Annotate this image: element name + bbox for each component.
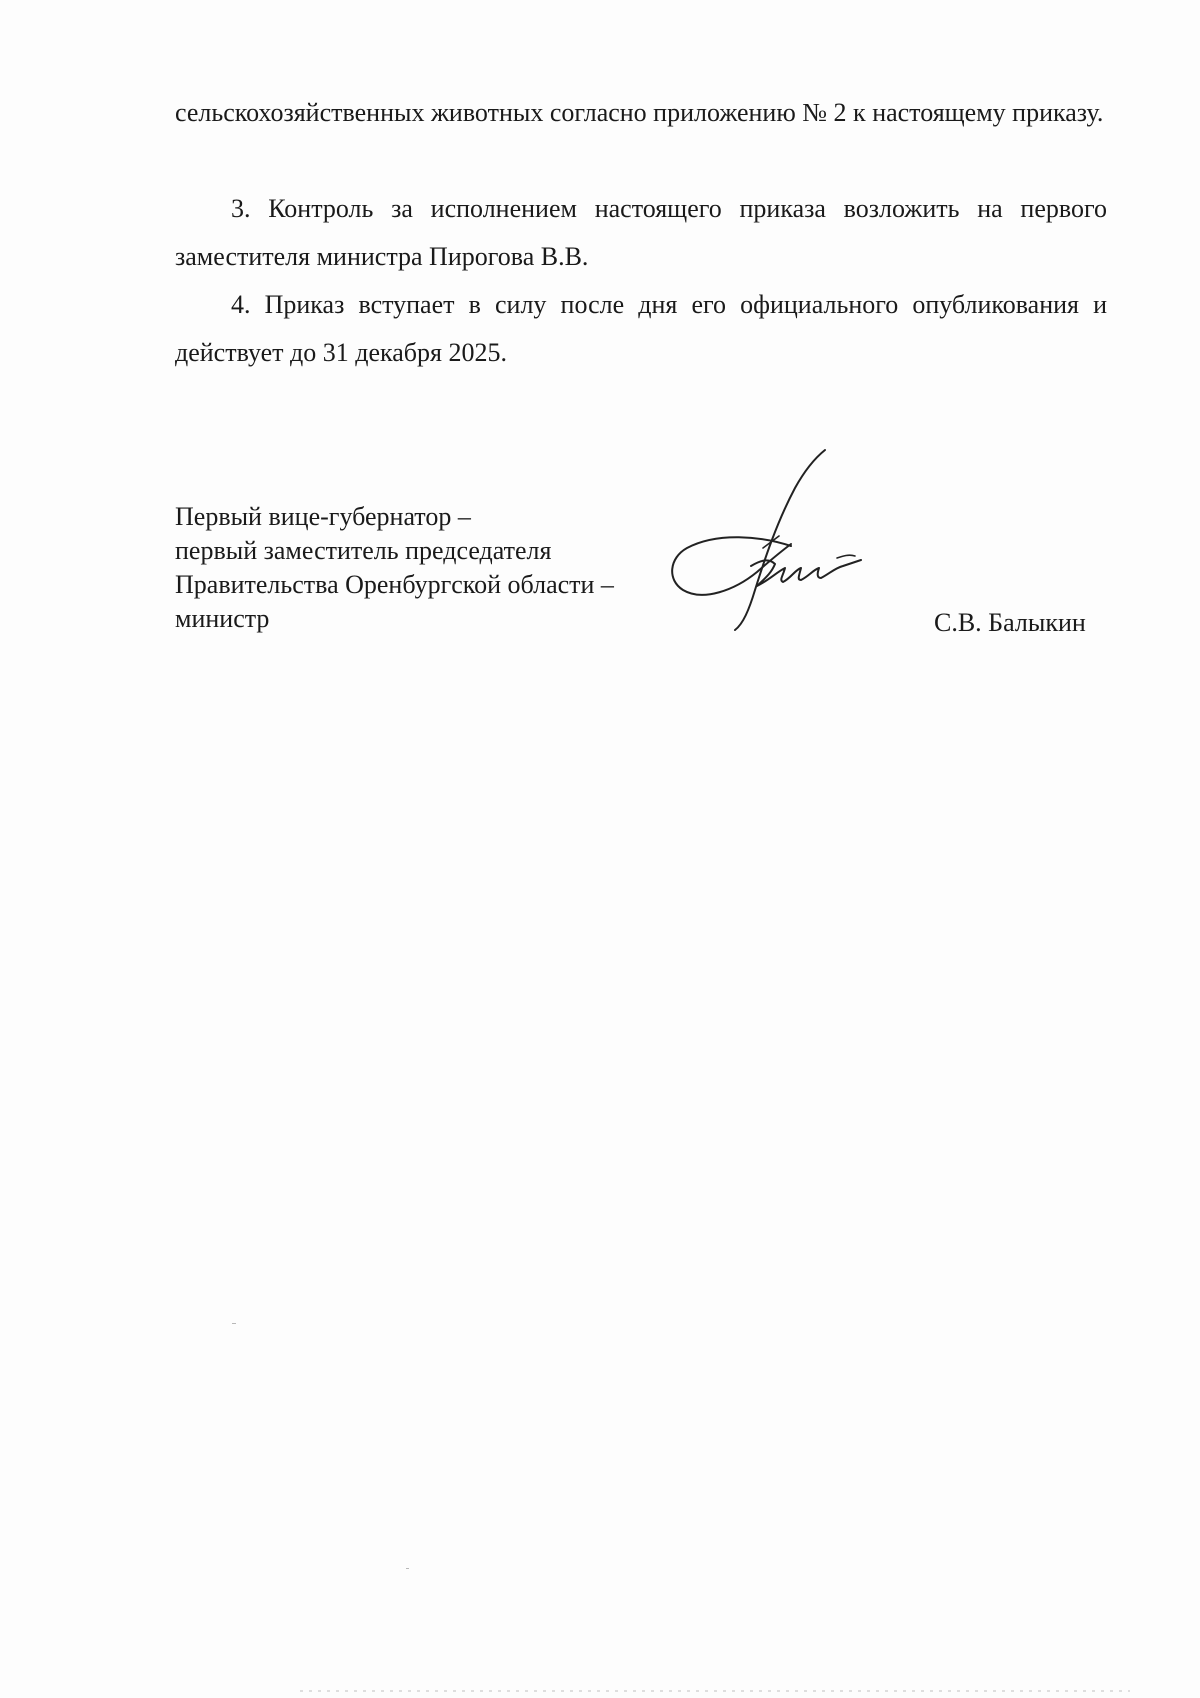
- position-line: министр: [175, 604, 270, 633]
- paragraph-control-clause: 3. Контроль за исполнением настоящего приказа возложить на первого заместителя министра Пирогова В.В.: [175, 194, 1107, 271]
- signatory-name: С.В. Балыкин: [934, 608, 1086, 637]
- signatory-position: [175, 500, 614, 636]
- paragraph-effective-clause: 4. Приказ вступает в силу после дня его официального опубликования и действует до 31 декабря 2025.: [175, 290, 1107, 367]
- position-line: Первый вице-губернатор –: [175, 502, 471, 531]
- scan-artifact: [406, 1568, 409, 1569]
- paragraph-continuation: сельскохозяйственных животных согласно приложению № 2 к настоящему приказу.: [175, 98, 1104, 127]
- position-line: первый заместитель председателя: [175, 536, 552, 565]
- scan-edge-artifact: [300, 1690, 1130, 1692]
- handwritten-signature: [665, 440, 895, 640]
- position-line: Правительства Оренбургской области –: [175, 570, 614, 599]
- scan-artifact: [232, 1323, 236, 1324]
